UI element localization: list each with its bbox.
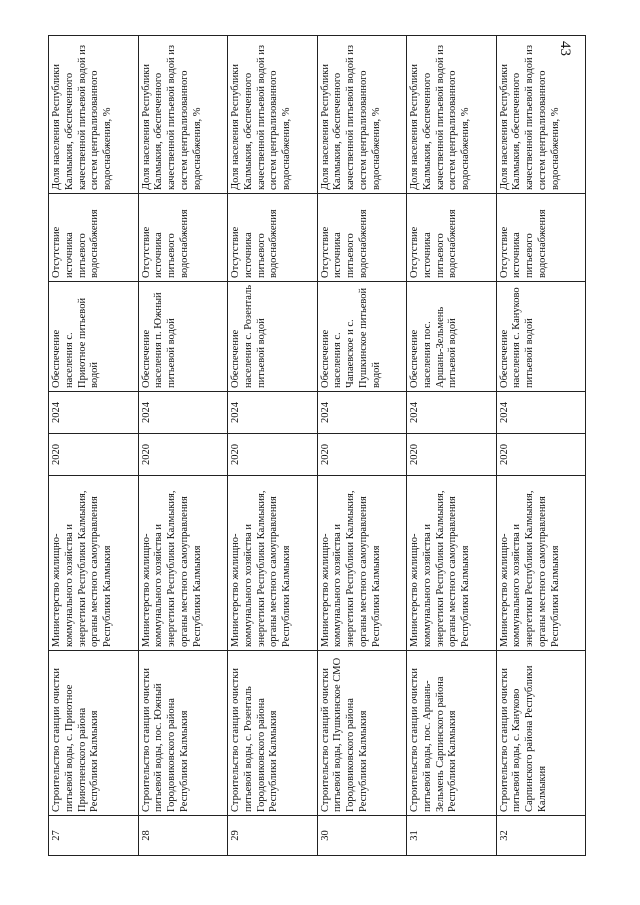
cell-problem: Отсутствие источника питьевого водоснабжения	[496, 194, 586, 282]
cell-problem: Отсутствие источника питьевого водоснабжения	[49, 194, 139, 282]
table-row	[407, 36, 497, 856]
cell-executor: Министерство жилищно-коммунального хозяйства и энергетики Республики Калмыкия, органы местного самоуправления Республики Калмыкия	[496, 476, 586, 651]
cell-row-number: 28	[138, 816, 228, 856]
table-row	[317, 36, 407, 856]
cell-expected-result: Обеспечение населения п. Южный питьевой водой	[138, 282, 228, 392]
cell-start-year: 2020	[317, 434, 407, 476]
cell-row-number: 30	[317, 816, 407, 856]
cell-indicator: Доля населения Республики Калмыкия, обеспеченного качественной питьевой водой из систем централизованного водоснабжения, %	[228, 36, 318, 194]
cell-expected-result: Обеспечение населения пос. Аршань-Зельмень питьевой водой	[407, 282, 497, 392]
cell-object-name: Строительство станции очистки питьевой воды, пос. Южный Городовиковского района Республики Калмыкия	[138, 651, 228, 816]
cell-end-year: 2024	[228, 392, 318, 434]
cell-indicator: Доля населения Республики Калмыкия, обеспеченного качественной питьевой водой из систем централизованного водоснабжения, %	[317, 36, 407, 194]
cell-expected-result: Обеспечение населения с. Приютное питьевой водой	[49, 282, 139, 392]
cell-end-year: 2024	[407, 392, 497, 434]
cell-end-year: 2024	[49, 392, 139, 434]
cell-expected-result: Обеспечение населения с. Розенталь питьевой водой	[228, 282, 318, 392]
cell-object-name: Строительство станции очистки питьевой воды, с. Розенталь Городовиковского района Республики Калмыкия	[228, 651, 318, 816]
cell-expected-result: Обеспечение населения с. Кануково питьевой водой	[496, 282, 586, 392]
table-row	[228, 36, 318, 856]
cell-indicator: Доля населения Республики Калмыкия, обеспеченного качественной питьевой водой из систем централизованного водоснабжения, %	[496, 36, 586, 194]
cell-object-name: Строительство станции очистки питьевой воды, с. Кануково Сарпинского района Республики Калмыкия	[496, 651, 586, 816]
table-body	[49, 36, 586, 856]
cell-start-year: 2020	[407, 434, 497, 476]
cell-expected-result: Обеспечение населения с. Чапаевское и с. Пушкинское питьевой водой	[317, 282, 407, 392]
table-row	[496, 36, 586, 856]
cell-problem: Отсутствие источника питьевого водоснабжения	[407, 194, 497, 282]
table-row	[49, 36, 139, 856]
cell-row-number: 27	[49, 816, 139, 856]
cell-executor: Министерство жилищно-коммунального хозяйства и энергетики Республики Калмыкия, органы местного самоуправления Республики Калмыкия	[49, 476, 139, 651]
cell-executor: Министерство жилищно-коммунального хозяйства и энергетики Республики Калмыкия, органы местного самоуправления Республики Калмыкия	[228, 476, 318, 651]
cell-executor: Министерство жилищно-коммунального хозяйства и энергетики Республики Калмыкия, органы местного самоуправления Республики Калмыкия	[407, 476, 497, 651]
cell-object-name: Строительство станции очистки питьевой воды, с. Приютное Приютненского района Республики Калмыкия	[49, 651, 139, 816]
cell-row-number: 32	[496, 816, 586, 856]
cell-indicator: Доля населения Республики Калмыкия, обеспеченного качественной питьевой водой из систем централизованного водоснабжения, %	[407, 36, 497, 194]
measures-table	[48, 35, 586, 856]
cell-executor: Министерство жилищно-коммунального хозяйства и энергетики Республики Калмыкия, органы местного самоуправления Республики Калмыкия	[317, 476, 407, 651]
cell-problem: Отсутствие источника питьевого водоснабжения	[228, 194, 318, 282]
cell-end-year: 2024	[317, 392, 407, 434]
cell-start-year: 2020	[228, 434, 318, 476]
cell-end-year: 2024	[496, 392, 586, 434]
cell-row-number: 29	[228, 816, 318, 856]
table-wrapper	[48, 36, 586, 856]
cell-problem: Отсутствие источника питьевого водоснабжения	[317, 194, 407, 282]
cell-start-year: 2020	[138, 434, 228, 476]
cell-indicator: Доля населения Республики Калмыкия, обеспеченного качественной питьевой водой из систем централизованного водоснабжения, %	[49, 36, 139, 194]
cell-start-year: 2020	[496, 434, 586, 476]
table-row	[138, 36, 228, 856]
cell-indicator: Доля населения Республики Калмыкия, обеспеченного качественной питьевой водой из систем централизованного водоснабжения, %	[138, 36, 228, 194]
cell-row-number: 31	[407, 816, 497, 856]
page-number: 43	[557, 41, 573, 56]
cell-executor: Министерство жилищно-коммунального хозяйства и энергетики Республики Калмыкия, органы местного самоуправления Республики Калмыкия	[138, 476, 228, 651]
cell-object-name: Строительство станций очистки питьевой воды, Пушкинское СМО Городовиковского района Республики Калмыкия	[317, 651, 407, 816]
cell-end-year: 2024	[138, 392, 228, 434]
cell-start-year: 2020	[49, 434, 139, 476]
cell-problem: Отсутствие источника питьевого водоснабжения	[138, 194, 228, 282]
cell-object-name: Строительство станции очистки питьевой воды, пос. Аршань-Зельмень Сарпинского района Республики Калмыкия	[407, 651, 497, 816]
